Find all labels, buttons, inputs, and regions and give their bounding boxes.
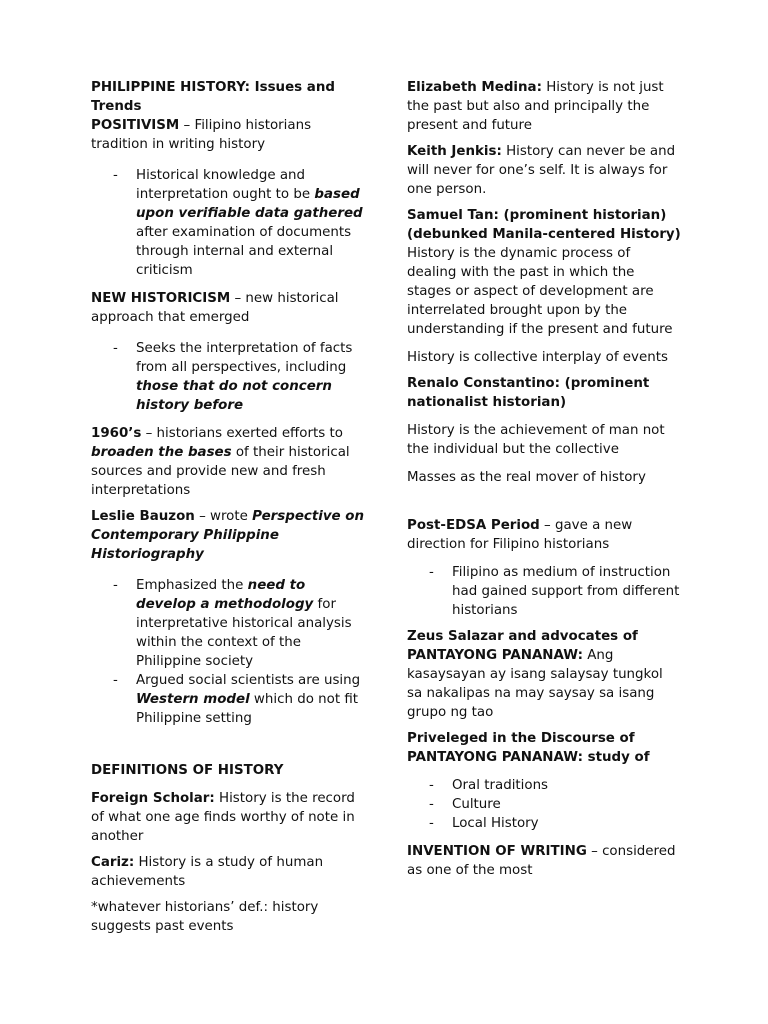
cariz-term: Cariz: [91, 855, 135, 870]
positivism-paragraph [91, 116, 366, 154]
foreign-scholar-term: Foreign Scholar: [91, 791, 215, 806]
positivism-list [91, 166, 366, 280]
list-item [91, 576, 366, 671]
priveleged-heading: Priveleged in the Discourse of PANTAYONG PANANAW: study of [407, 731, 650, 765]
jenkis-term: Keith Jenkis: [407, 144, 502, 159]
medina-term: Elizabeth Medina: [407, 80, 542, 95]
new-historicism-text: – new historical approach that emerged [91, 291, 339, 325]
jenkis-text: History can never be and will never for one’s self. It is always for one person. [407, 144, 676, 197]
list-item: - Oral traditions [407, 776, 682, 795]
list-item: - Local History [407, 814, 682, 833]
positivism-term: POSITIVISM [91, 118, 180, 133]
item-text: Historical knowledge and interpretation ought to be [136, 168, 315, 202]
sixties-text: of their historical sources and provide new and fresh interpretations [91, 445, 350, 498]
tan-term: Samuel Tan: (prominent historian) (debunked Manila-centered History) [407, 208, 681, 242]
item-text: which do not fit Philippine setting [136, 692, 359, 726]
list-item: - Culture [407, 795, 682, 814]
collective-paragraph: History is collective interplay of events [407, 350, 668, 365]
salazar-text: Ang kasaysayan ay isang salaysay tungkol sa nakalipas na may saysay sa isang grupo ng tao [407, 648, 663, 720]
salazar-paragraph [407, 627, 682, 722]
page-title: PHILIPPINE HISTORY: Issues and Trends [91, 80, 335, 114]
left-column [91, 78, 366, 943]
item-emphasis: Western model [136, 692, 250, 707]
item-text: Argued social scientists are using [136, 673, 361, 688]
spacer [91, 735, 366, 761]
bauzon-paragraph [91, 507, 366, 564]
item-text: after examination of documents through internal and external criticism [136, 225, 352, 278]
right-column [407, 78, 682, 887]
list-item [91, 339, 366, 415]
cariz-paragraph [91, 853, 366, 891]
item-text: for interpretative historical analysis within the context of the Philippine society [136, 597, 352, 669]
whatever-paragraph: *whatever historians’ def.: history suggests past events [91, 900, 319, 934]
positivism-text: – Filipino historians tradition in writing history [91, 118, 312, 152]
list-item: - Filipino as medium of instruction had gained support from different historians [407, 563, 682, 620]
sixties-term: 1960’s [91, 426, 142, 441]
foreign-scholar-text: History is the record of what one age finds worthy of note in another [91, 791, 355, 844]
post-edsa-text: – gave a new direction for Filipino historians [407, 518, 633, 552]
bauzon-text: – wrote [194, 509, 253, 524]
item-emphasis: need to develop a methodology [136, 578, 314, 612]
invention-term: INVENTION OF WRITING [407, 844, 587, 859]
masses-paragraph: Masses as the real mover of history [407, 470, 646, 485]
sixties-text: – historians exerted efforts to [141, 426, 343, 441]
new-historicism-term: NEW HISTORICISM [91, 291, 231, 306]
item-text: Emphasized the [136, 578, 248, 593]
tan-paragraph [407, 206, 682, 339]
post-edsa-paragraph [407, 516, 682, 554]
constantino-heading: Renalo Constantino: (prominent nationalist historian) [407, 376, 650, 410]
jenkis-paragraph [407, 142, 682, 199]
invention-paragraph [407, 842, 682, 880]
item-emphasis: based upon verifiable data gathered [136, 187, 363, 221]
bauzon-term: Leslie Bauzon [91, 509, 195, 524]
tan-text: History is the dynamic process of dealing with the past in which the stages or aspect of development are interrelated brought upon by the understanding if the present and future [407, 246, 673, 337]
medina-text: History is not just the past but also and principally the present and future [407, 80, 664, 133]
study-list [407, 776, 682, 833]
list-item [91, 671, 366, 728]
salazar-term: Zeus Salazar and advocates of PANTAYONG PANANAW: [407, 629, 638, 663]
definitions-heading: DEFINITIONS OF HISTORY [91, 763, 284, 778]
bauzon-list [91, 576, 366, 728]
item-text: Seeks the interpretation of facts from all perspectives, including [136, 341, 353, 375]
achievement-paragraph: History is the achievement of man not the individual but the collective [407, 423, 665, 457]
list-item [91, 166, 366, 280]
post-edsa-term: Post-EDSA Period [407, 518, 540, 533]
new-historicism-paragraph [91, 289, 366, 327]
item-emphasis: those that do not concern history before [136, 379, 332, 413]
foreign-scholar-paragraph [91, 789, 366, 846]
sixties-emphasis: broaden the bases [91, 445, 232, 460]
invention-text: – considered as one of the most [407, 844, 676, 878]
post-edsa-list [407, 563, 682, 620]
medina-paragraph [407, 78, 682, 135]
bauzon-book-title: Perspective on Contemporary Philippine Historiography [91, 509, 365, 562]
cariz-text: History is a study of human achievements [91, 855, 324, 889]
new-historicism-list [91, 339, 366, 415]
spacer [407, 494, 682, 516]
sixties-paragraph [91, 424, 366, 500]
